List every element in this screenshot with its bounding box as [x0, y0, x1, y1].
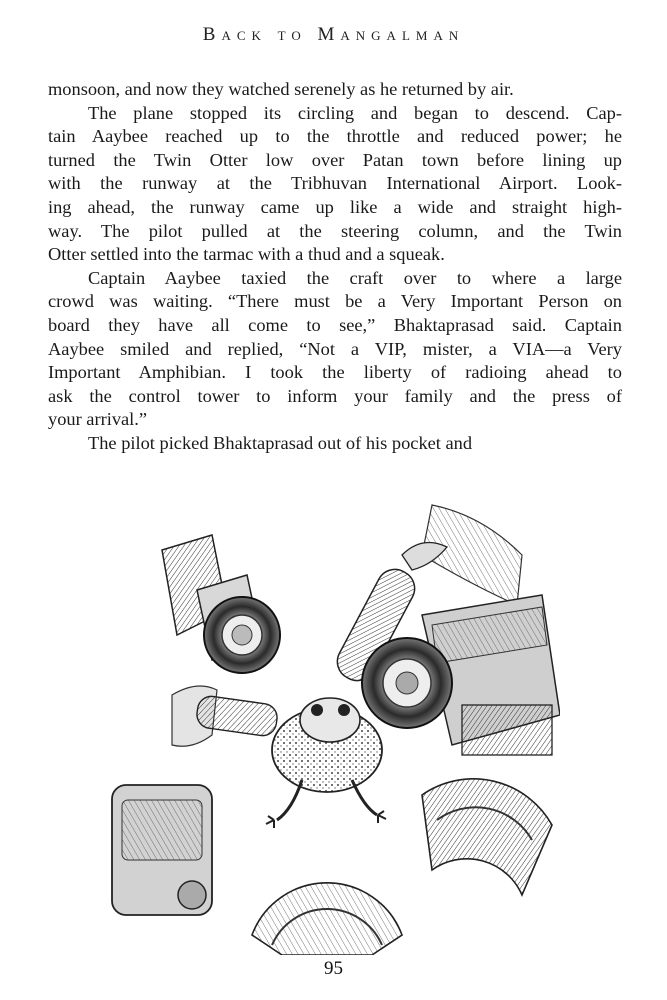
text-line: Important Amphibian. I took the liberty of radioing ahead to [48, 362, 622, 383]
text-line: with the runway at the Tribhuvan International Airport. Look- [48, 173, 622, 194]
bottom-left-camera-sketch [112, 785, 212, 915]
left-camera-sketch [162, 535, 280, 673]
text-line: The plane stopped its circling and began to descend. Cap- [88, 102, 622, 123]
text-line: turned the Twin Otter low over Patan town before lining up [48, 149, 622, 170]
running-header: Back to Mangalman [202, 24, 465, 45]
text-line: way. The pilot pulled at the steering column, and the Twin [48, 220, 622, 241]
text-line: ing ahead, the runway came up like a wide and straight high- [48, 196, 622, 217]
text-line: monsoon, and now they watched serenely as he returned by air. [48, 79, 514, 99]
body-text [48, 78, 622, 456]
text-line: ask the control tower to inform your family and the press of [48, 385, 622, 406]
text-line: Aaybee smiled and replied, “Not a VIP, mister, a VIA—a Very [48, 338, 622, 359]
bottom-right-lens-sketch [422, 779, 552, 895]
bottom-center-lens-sketch [252, 883, 402, 955]
text-line: Captain Aaybee taxied the craft over to where a large [88, 267, 622, 288]
toad-press-illustration [102, 495, 560, 955]
text-line: board they have all come to see,” Bhaktaprasad said. Captain [48, 314, 622, 335]
text-line: crowd was waiting. “There must be a Very Important Person on [48, 291, 622, 312]
text-line: your arrival.” [48, 409, 148, 430]
text-line: Otter settled into the tarmac with a thud and a squeak. [48, 244, 445, 265]
page-number: 95 [324, 958, 343, 979]
toad-sketch [266, 698, 386, 828]
left-hand-microphone-sketch [172, 686, 279, 746]
text-line: The pilot picked Bhaktaprasad out of his pocket and [88, 432, 473, 453]
text-line: tain Aaybee reached up to the throttle and reduced power; he [48, 126, 622, 147]
